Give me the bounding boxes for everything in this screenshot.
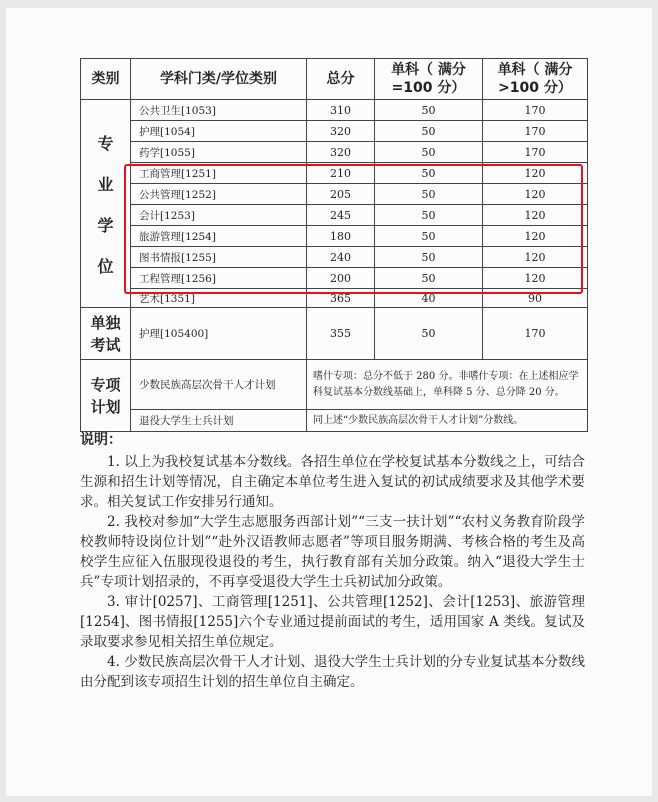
row-s100: 50 xyxy=(375,163,483,184)
row-name: 药学[1055] xyxy=(131,142,307,163)
row-s100: 50 xyxy=(375,142,483,163)
notes-title: 说明： xyxy=(80,432,122,448)
group-professional-char: 位 xyxy=(97,256,114,276)
row-special-desc: 嗜什专项：总分不低于 280 分。非嗜什专项：在上述相应学科复试基本分数线基础上，单科降 5 分、总分降 20 分。 xyxy=(307,360,588,410)
row-s100: 50 xyxy=(375,205,483,226)
table-header-row xyxy=(81,59,588,100)
row-s100: 50 xyxy=(375,100,483,121)
table-row xyxy=(81,360,588,410)
row-sover: 120 xyxy=(483,184,588,205)
row-name: 护理[105400] xyxy=(131,308,307,360)
header-discipline: 学科门类/学位类别 xyxy=(131,59,307,100)
row-s100: 50 xyxy=(375,308,483,360)
row-total: 355 xyxy=(307,308,375,360)
note-item: 1. 以上为我校复试基本分数线。各招生单位在学校复试基本分数线之上，可结合生源和招生计划等情况，自主确定本单位考生进入复试的初试成绩要求及其他学术要求。相关复试工作安排另行通知。 xyxy=(80,454,585,510)
header-single-over-100: 单科（ 满分>100 分） xyxy=(483,59,588,100)
row-sover: 90 xyxy=(483,289,588,308)
row-sover: 120 xyxy=(483,205,588,226)
row-s100: 50 xyxy=(375,226,483,247)
row-total: 365 xyxy=(307,289,375,308)
row-name: 旅游管理[1254] xyxy=(131,226,307,247)
row-sover: 170 xyxy=(483,100,588,121)
row-name: 公共卫生[1053] xyxy=(131,100,307,121)
row-total: 320 xyxy=(307,121,375,142)
header-single-100: 单科（ 满分=100 分） xyxy=(375,59,483,100)
row-s100: 50 xyxy=(375,121,483,142)
note-item: 3. 审计[0257]、工商管理[1251]、公共管理[1252]、会计[1253]、旅游管理[1254]、图书情报[1255]六个专业通过提前面试的考生，适用国家 A 类线。复试及录取要求参见相关招生单位规定。 xyxy=(80,594,585,650)
row-sover: 170 xyxy=(483,121,588,142)
row-name: 会计[1253] xyxy=(131,205,307,226)
row-name: 图书情报[1255] xyxy=(131,247,307,268)
header-category: 类别 xyxy=(81,59,131,100)
row-total: 180 xyxy=(307,226,375,247)
row-total: 320 xyxy=(307,142,375,163)
row-name: 工商管理[1251] xyxy=(131,163,307,184)
highlight-box xyxy=(124,164,583,294)
table-row xyxy=(81,100,588,121)
row-s100: 40 xyxy=(375,289,483,308)
header-total: 总分 xyxy=(307,59,375,100)
row-sover: 170 xyxy=(483,142,588,163)
group-independent xyxy=(81,308,131,360)
row-sover: 120 xyxy=(483,268,588,289)
note-item: 2. 我校对参加“大学生志愿服务西部计划”“三支一扶计划”“农村义务教育阶段学校教师特设岗位计划”“赴外汉语教师志愿者”等项目服务期满、考核合格的考生及高校学生应征入伍服现役退役的考生，执行教育部有关加分政策。纳入“退役大学生士兵”专项计划招录的，不再享受退役大学生士兵初试加分政策。 xyxy=(80,514,585,590)
row-name: 少数民族高层次骨干人才计划 xyxy=(131,360,307,410)
group-professional-char: 业 xyxy=(97,174,114,194)
table-row xyxy=(81,121,588,142)
table-row xyxy=(81,142,588,163)
notes-section xyxy=(80,430,585,692)
row-name: 工程管理[1256] xyxy=(131,268,307,289)
row-total: 205 xyxy=(307,184,375,205)
row-name: 退役大学生士兵计划 xyxy=(131,410,307,432)
group-professional-char: 专 xyxy=(97,133,114,153)
row-s100: 50 xyxy=(375,184,483,205)
row-name: 公共管理[1252] xyxy=(131,184,307,205)
row-sover: 120 xyxy=(483,247,588,268)
group-professional xyxy=(81,100,131,308)
group-special-label: 专项计划 xyxy=(90,375,121,416)
row-special-desc: 同上述“少数民族高层次骨干人才计划”分数线。 xyxy=(307,410,588,432)
table-row xyxy=(81,308,588,360)
row-total: 200 xyxy=(307,268,375,289)
row-sover: 120 xyxy=(483,163,588,184)
row-name: 艺术[1351] xyxy=(131,289,307,308)
group-professional-char: 学 xyxy=(97,215,114,235)
row-sover: 120 xyxy=(483,226,588,247)
row-s100: 50 xyxy=(375,247,483,268)
note-item: 4. 少数民族高层次骨干人才计划、退役大学生士兵计划的分专业复试基本分数线由分配到该专项招生计划的招生单位自主确定。 xyxy=(80,654,585,690)
row-name: 护理[1054] xyxy=(131,121,307,142)
row-total: 310 xyxy=(307,100,375,121)
row-total: 240 xyxy=(307,247,375,268)
group-independent-label: 单独考试 xyxy=(90,313,121,354)
row-total: 245 xyxy=(307,205,375,226)
table-row xyxy=(81,410,588,432)
group-special-plan xyxy=(81,360,131,432)
row-sover: 170 xyxy=(483,308,588,360)
row-s100: 50 xyxy=(375,268,483,289)
row-total: 210 xyxy=(307,163,375,184)
